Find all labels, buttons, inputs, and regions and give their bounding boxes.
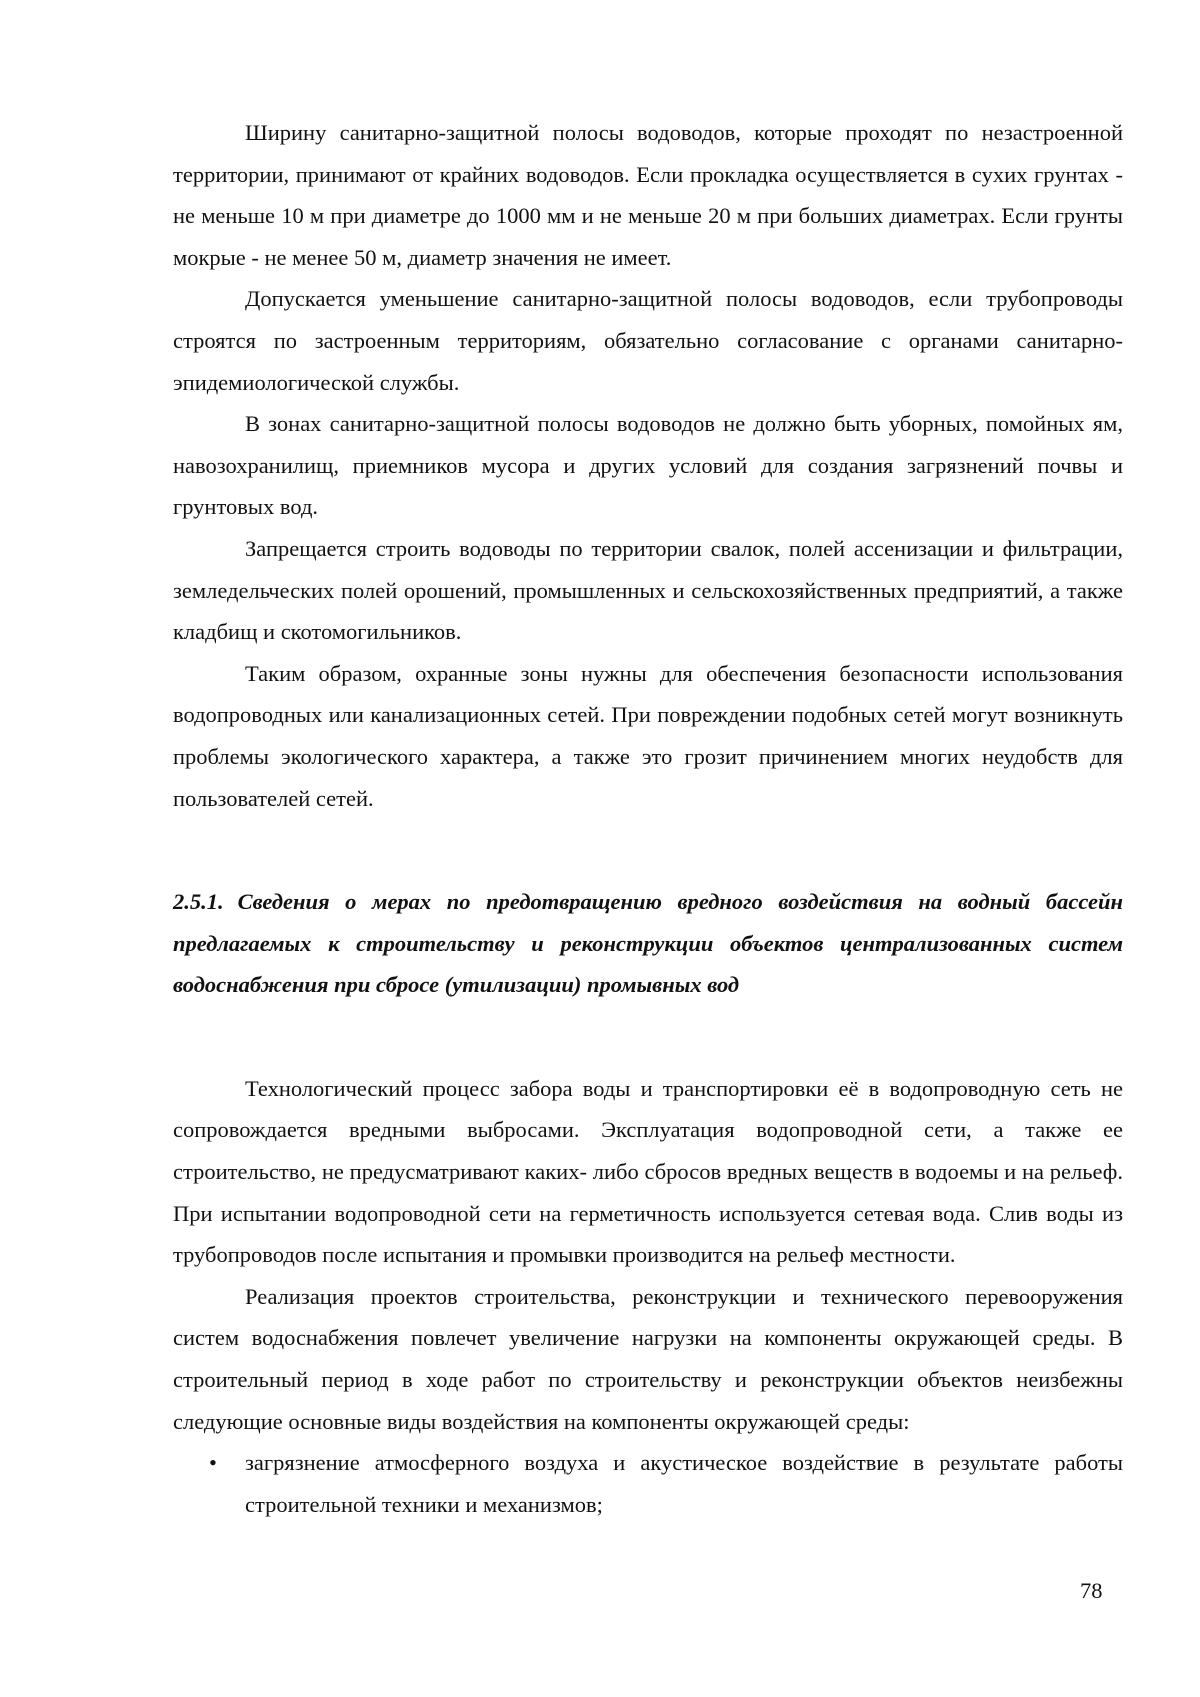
- list-item-text: загрязнение атмосферного воздуха и акустическое воздействие в результате работы строительной техники и механизмов;: [245, 1450, 1123, 1517]
- paragraph-strip-reduction: Допускается уменьшение санитарно-защитной полосы водоводов, если трубопроводы строятся по застроенным территориям, обязательно согласование с органами санитарно-эпидемиологической службы.: [173, 286, 1123, 395]
- document-page: [173, 112, 1123, 1525]
- paragraph-prohibited-objects: В зонах санитарно-защитной полосы водоводов не должно быть уборных, помойных ям, навозохранилищ, приемников мусора и других условий для создания загрязнений почвы и грунтовых вод.: [173, 411, 1123, 520]
- list-item: [173, 1442, 1123, 1525]
- paragraph-project-implementation: Реализация проектов строительства, реконструкции и технического перевооружения систем водоснабжения повлечет увеличение нагрузки на компоненты окружающей среды. В строительный период в ходе работ по строительству и реконструкции объектов неизбежны следующие основные виды воздействия на компоненты окружающей среды:: [173, 1283, 1123, 1434]
- section-title: Сведения о мерах по предотвращению вредного воздействия на водный бассейн предлагаемых к строительству и реконструкции объектов централизованных систем водоснабжения при сбросе (утилизации) промывных вод: [173, 889, 1123, 998]
- impact-list: [173, 1442, 1123, 1525]
- paragraph-protection-zones-summary: Таким образом, охранные зоны нужны для обеспечения безопасности использования водопроводных или канализационных сетей. При повреждении подобных сетей могут возникнуть проблемы экологического характера, а также это грозит причинением многих неудобств для пользователей сетей.: [173, 660, 1123, 811]
- paragraph-technological-process: Технологический процесс забора воды и транспортировки её в водопроводную сеть не сопровождается вредными выбросами. Эксплуатация водопроводной сети, а также ее строительство, не предусматривают каких- либо сбросов вредных веществ в водоемы и на рельеф. При испытании водопроводной сети на герметичность используется сетевая вода. Слив воды из трубопроводов после испытания и промывки производится на рельеф местности.: [173, 1075, 1123, 1268]
- page-number: 78: [1080, 1578, 1103, 1603]
- paragraph-sanitary-strip-width: Ширину санитарно-защитной полосы водоводов, которые проходят по незастроенной территории, принимают от крайних водоводов. Если прокладка осуществляется в сухих грунтах - не меньше 10 м при диаметре до 1000 мм и не меньше 20 м при больших диаметрах. Если грунты мокрые - не менее 50 м, диаметр значения не имеет.: [173, 120, 1123, 270]
- section-heading: [173, 881, 1123, 1006]
- bullet-icon: •: [209, 1450, 217, 1476]
- section-number: 2.5.1.: [173, 889, 224, 915]
- paragraph-prohibited-territories: Запрещается строить водоводы по территории свалок, полей ассенизации и фильтрации, земледельческих полей орошений, промышленных и сельскохозяйственных предприятий, а также кладбищ и скотомогильников.: [173, 535, 1123, 645]
